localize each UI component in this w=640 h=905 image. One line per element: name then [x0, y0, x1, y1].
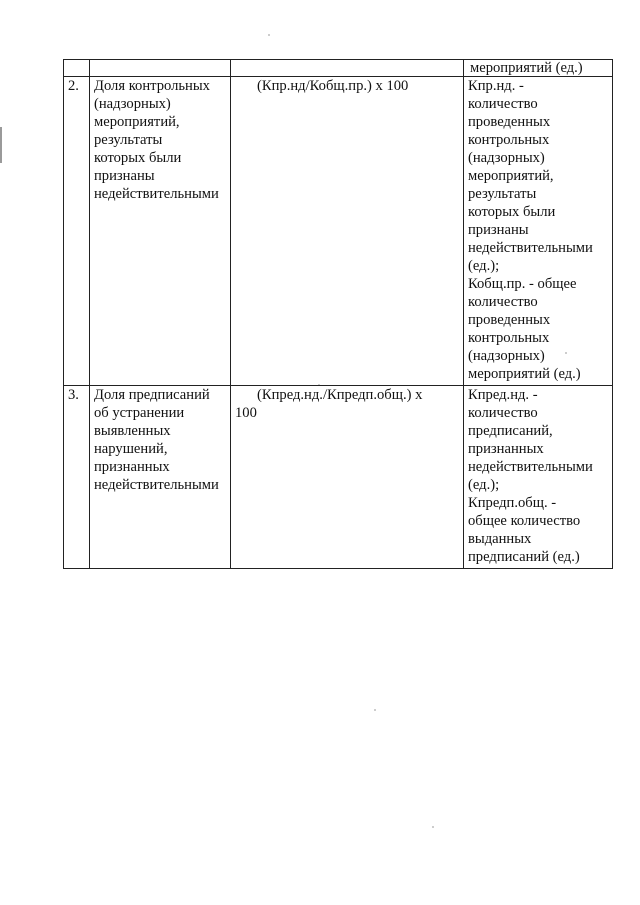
name-line: недействительными	[94, 477, 219, 493]
name-line: Доля контрольных	[94, 78, 210, 94]
indicator-formula	[231, 77, 464, 386]
cell-name	[90, 60, 231, 77]
scan-speck	[268, 34, 270, 36]
descr-line: (ед.);	[468, 477, 500, 493]
formula-line: 100	[235, 405, 257, 421]
table-row	[64, 77, 613, 386]
descr-line: результаты	[468, 186, 537, 202]
descr-line: (надзорных)	[468, 150, 545, 166]
name-line: выявленных	[94, 423, 171, 439]
descr-line: количество	[468, 294, 538, 310]
table-row-continuation	[64, 60, 613, 77]
descr-line: мероприятий,	[468, 168, 554, 184]
descr-line: мероприятий (ед.)	[468, 366, 581, 382]
name-line: признаны	[94, 168, 155, 184]
descr-line: количество	[468, 96, 538, 112]
descr-line: Кпр.нд. -	[468, 78, 524, 94]
cell-formula	[231, 60, 464, 77]
descr-line: выданных	[468, 531, 532, 547]
name-line: (надзорных)	[94, 96, 171, 112]
descr-line: Кпред.нд. -	[468, 387, 538, 403]
indicators-table	[63, 59, 613, 569]
name-line: Доля предписаний	[94, 387, 210, 403]
formula-line: (Кпред.нд./Кпредп.общ.) х	[257, 387, 423, 403]
indicator-name	[90, 386, 231, 569]
name-line: признанных	[94, 459, 170, 475]
name-line: результаты	[94, 132, 163, 148]
table-row	[64, 386, 613, 569]
row-number: 2.	[64, 77, 90, 386]
name-line: недействительными	[94, 186, 219, 202]
descr-line: проведенных	[468, 312, 551, 328]
name-line: которых были	[94, 150, 182, 166]
indicator-name	[90, 77, 231, 386]
name-line: нарушений,	[94, 441, 168, 457]
name-line: мероприятий,	[94, 114, 180, 130]
descr-line: предписаний (ед.)	[468, 549, 580, 565]
descr-line: контрольных	[468, 132, 550, 148]
descr-line: (надзорных)	[468, 348, 545, 364]
descr-line: недействительными	[468, 240, 593, 256]
scan-speck	[432, 826, 434, 828]
descr-line: признанных	[468, 441, 544, 457]
indicator-description	[464, 77, 613, 386]
descr-line: количество	[468, 405, 538, 421]
cell-num	[64, 60, 90, 77]
descr-line: проведенных	[468, 114, 551, 130]
descr-line: общее количество	[468, 513, 581, 529]
descr-line: признаны	[468, 222, 529, 238]
descr-line: контрольных	[468, 330, 550, 346]
descr-line: которых были	[468, 204, 556, 220]
cell-descr	[464, 60, 613, 77]
descr-line: предписаний,	[468, 423, 553, 439]
descr-line: (ед.);	[468, 258, 500, 274]
descr-line: недействительными	[468, 459, 593, 475]
scan-speck	[374, 709, 376, 711]
name-line: об устранении	[94, 405, 185, 421]
indicator-formula	[231, 386, 464, 569]
formula-line: (Кпр.нд/Кобщ.пр.) х 100	[257, 78, 409, 94]
row-number: 3.	[64, 386, 90, 569]
scan-edge-mark	[0, 127, 2, 163]
descr-line: мероприятий (ед.)	[470, 60, 583, 76]
descr-line: Кпредп.общ. -	[468, 495, 557, 511]
indicator-description	[464, 386, 613, 569]
descr-line: Кобщ.пр. - общее	[468, 276, 577, 292]
